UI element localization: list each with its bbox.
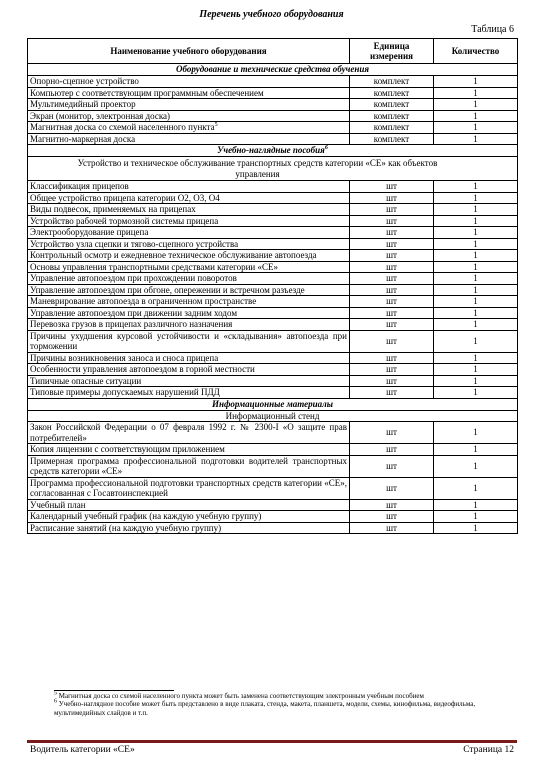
item-name — [28, 307, 350, 319]
item-name — [28, 204, 350, 216]
table-row — [28, 215, 518, 227]
item-name — [28, 76, 350, 88]
subsection-row — [28, 157, 518, 181]
item-unit: шт — [350, 307, 434, 319]
section-title — [28, 145, 518, 157]
item-qty: 1 — [434, 422, 518, 444]
item-qty: 1 — [434, 387, 518, 399]
footnote-separator — [54, 690, 174, 691]
item-name-text: Магнитно-маркерная доска — [30, 133, 136, 144]
item-name — [28, 284, 350, 296]
item-unit: комплект — [350, 87, 434, 99]
item-qty: 1 — [434, 375, 518, 387]
item-qty: 1 — [434, 110, 518, 122]
section-equipment — [28, 64, 518, 76]
section-info — [28, 398, 518, 410]
footnote-mark: 5 — [54, 690, 57, 697]
item-unit: шт — [350, 261, 434, 273]
item-qty: 1 — [434, 455, 518, 477]
item-name — [28, 87, 350, 99]
item-name-text: Программа профессиональной подготовки транспортных средств категории «СЕ», согласованная с Госавтоинспекцией — [30, 477, 347, 498]
table-row — [28, 511, 518, 523]
item-name — [28, 133, 350, 145]
subsection-title: Информационный стенд — [28, 410, 518, 422]
table-row — [28, 273, 518, 285]
table-row — [28, 387, 518, 399]
item-name-text: Учебный план — [30, 499, 86, 510]
item-name-text: Типовые примеры допускаемых нарушений ПДД — [30, 387, 220, 397]
item-name-text: Мультимедийный проектор — [30, 99, 136, 109]
item-unit: шт — [350, 215, 434, 227]
table-row — [28, 444, 518, 456]
item-unit: шт — [350, 319, 434, 331]
item-unit: шт — [350, 522, 434, 534]
item-qty: 1 — [434, 204, 518, 216]
item-name-text: Устройство рабочей тормозной системы прицепа — [30, 215, 219, 226]
item-unit: шт — [350, 238, 434, 250]
item-unit: шт — [350, 296, 434, 308]
item-name-text: Опорно-сцепное устройство — [30, 76, 139, 86]
table-row — [28, 499, 518, 511]
item-name — [28, 261, 350, 273]
subsection-title: Устройство и техническое обслуживание транспортных средств категории «СЕ» как объектов управления — [28, 157, 518, 181]
item-qty: 1 — [434, 522, 518, 534]
item-unit: шт — [350, 511, 434, 523]
table-row — [28, 181, 518, 193]
page-title: Перечень учебного оборудования — [199, 9, 344, 20]
table-row — [28, 375, 518, 387]
item-name — [28, 319, 350, 331]
item-name-text: Особенности управления автопоездом в горной местности — [30, 364, 255, 374]
header-name: Наименование учебного оборудования — [28, 39, 350, 64]
section-title: Оборудование и технические средства обучения — [28, 64, 518, 76]
table-body — [28, 64, 518, 534]
item-name — [28, 238, 350, 250]
item-name-text: Причины ухудшения курсовой устойчивости и «складывания» автопоезда при торможении — [30, 330, 347, 351]
table-row — [28, 261, 518, 273]
item-name-text: Управление автопоездом при движении задним ходом — [30, 307, 238, 318]
header-unit: Единица измерения — [350, 39, 434, 64]
item-name — [28, 352, 350, 364]
item-name — [28, 250, 350, 262]
item-name — [28, 455, 350, 477]
item-qty: 1 — [434, 192, 518, 204]
item-qty: 1 — [434, 307, 518, 319]
table-row — [28, 422, 518, 444]
table-row — [28, 192, 518, 204]
table-row — [28, 87, 518, 99]
item-name — [28, 110, 350, 122]
item-qty: 1 — [434, 477, 518, 499]
item-qty: 1 — [434, 273, 518, 285]
section-title-text: Учебно-наглядные пособия — [217, 145, 325, 156]
table-row — [28, 227, 518, 239]
item-name-text: Электрооборудование прицепа — [30, 227, 149, 237]
item-name-text: Календарный учебный график (на каждую учебную группу) — [30, 511, 262, 521]
subsection-row — [28, 410, 518, 422]
item-unit: комплект — [350, 110, 434, 122]
footnote-mark: 6 — [54, 699, 57, 706]
footnotes — [54, 692, 514, 717]
item-name — [28, 444, 350, 456]
item-qty: 1 — [434, 87, 518, 99]
item-name — [28, 499, 350, 511]
item-unit: шт — [350, 422, 434, 444]
item-unit: шт — [350, 444, 434, 456]
item-unit: комплект — [350, 122, 434, 134]
table-number: Таблица 6 — [471, 24, 514, 35]
item-name — [28, 192, 350, 204]
header-qty: Количество — [434, 39, 518, 64]
item-qty: 1 — [434, 499, 518, 511]
table-header-row — [28, 39, 518, 64]
table-row — [28, 455, 518, 477]
item-name-text: Типичные опасные ситуации — [30, 375, 142, 386]
item-name-text: Компьютер с соответствующим программным обеспечением — [30, 87, 264, 98]
table-row — [28, 204, 518, 216]
item-name-text: Закон Российской Федерации о 07 февраля 1992 г. № 2300-I «О защите прав потребителей» — [30, 422, 347, 443]
item-name-text: Контрольный осмотр и ежедневное техническое обслуживание автопоезда — [30, 250, 317, 260]
table-row — [28, 330, 518, 352]
item-name-text: Маневрирование автопоезда в ограниченном пространстве — [30, 296, 257, 306]
equipment-table — [27, 38, 518, 534]
item-name-text: Классификация прицепов — [30, 181, 129, 191]
item-qty: 1 — [434, 296, 518, 308]
item-name — [28, 227, 350, 239]
table-row — [28, 352, 518, 364]
item-qty: 1 — [434, 122, 518, 134]
item-name-text: Перевозка грузов в прицепах различного назначения — [30, 319, 233, 329]
section-visual-aids — [28, 145, 518, 157]
item-qty: 1 — [434, 76, 518, 88]
item-qty: 1 — [434, 215, 518, 227]
table-row — [28, 76, 518, 88]
item-name — [28, 122, 350, 134]
item-unit: шт — [350, 364, 434, 376]
item-unit: шт — [350, 181, 434, 193]
item-qty: 1 — [434, 364, 518, 376]
item-qty: 1 — [434, 238, 518, 250]
footnote — [54, 700, 514, 717]
item-name — [28, 522, 350, 534]
footnote-mark: 6 — [324, 145, 328, 152]
item-name — [28, 375, 350, 387]
item-name — [28, 364, 350, 376]
item-unit: шт — [350, 273, 434, 285]
table-row — [28, 296, 518, 308]
item-unit: шт — [350, 499, 434, 511]
item-name — [28, 477, 350, 499]
footnote-text: Магнитная доска со схемой населенного пункта может быть заменена соответствующим электронным учебным пособием — [58, 692, 424, 700]
item-name — [28, 273, 350, 285]
item-qty: 1 — [434, 511, 518, 523]
item-qty: 1 — [434, 352, 518, 364]
table-row — [28, 99, 518, 111]
item-qty: 1 — [434, 227, 518, 239]
table-row — [28, 133, 518, 145]
item-unit: шт — [350, 477, 434, 499]
item-unit: шт — [350, 250, 434, 262]
footer-title: Водитель категории «СЕ» — [30, 745, 135, 755]
item-name — [28, 511, 350, 523]
item-unit: шт — [350, 352, 434, 364]
item-name — [28, 387, 350, 399]
item-name-text: Магнитная доска со схемой населенного пункта — [30, 122, 215, 132]
footer-rule — [27, 740, 517, 743]
item-unit: шт — [350, 192, 434, 204]
table-row — [28, 522, 518, 534]
item-qty: 1 — [434, 261, 518, 273]
item-name — [28, 422, 350, 444]
footnote-text: Учебно-наглядное пособие может быть представлено в виде плаката, стенда, макета, планшета, модели, схемы, кинофильма, видеофильма, мультимедийных слайдов и т.п. — [54, 700, 476, 717]
item-name-text: Управление автопоездом при обгоне, опережении и встречном разъезде — [30, 284, 305, 295]
item-qty: 1 — [434, 133, 518, 145]
item-name-text: Примерная программа профессиональной подготовки водителей транспортных средств категории «СЕ» — [30, 455, 347, 476]
item-name-text: Копия лицензии с соответствующим приложением — [30, 444, 225, 454]
item-name — [28, 215, 350, 227]
section-title: Информационные материалы — [28, 398, 518, 410]
item-unit: комплект — [350, 99, 434, 111]
item-unit: шт — [350, 375, 434, 387]
item-unit: шт — [350, 330, 434, 352]
item-name-text: Основы управления транспортными средствами категории «СЕ» — [30, 261, 278, 272]
item-qty: 1 — [434, 99, 518, 111]
item-name-text: Экран (монитор, электронная доска) — [30, 110, 171, 121]
table-row — [28, 364, 518, 376]
item-name — [28, 99, 350, 111]
item-unit: шт — [350, 387, 434, 399]
item-qty: 1 — [434, 181, 518, 193]
table-row — [28, 477, 518, 499]
item-unit: комплект — [350, 133, 434, 145]
item-qty: 1 — [434, 284, 518, 296]
item-unit: шт — [350, 227, 434, 239]
item-name-text: Устройство узла сцепки и тягово-сцепного устройства — [30, 238, 239, 249]
item-name — [28, 330, 350, 352]
item-qty: 1 — [434, 444, 518, 456]
item-unit: шт — [350, 204, 434, 216]
item-name-text: Расписание занятий (на каждую учебную группу) — [30, 522, 222, 533]
table-row — [28, 250, 518, 262]
table-row — [28, 122, 518, 134]
table-row — [28, 319, 518, 331]
item-name-text: Виды подвесок, применяемых на прицепах — [30, 204, 196, 214]
item-name-text: Управление автопоездом при прохождении поворотов — [30, 273, 237, 283]
item-qty: 1 — [434, 250, 518, 262]
item-unit: комплект — [350, 76, 434, 88]
table-row — [28, 307, 518, 319]
item-name — [28, 181, 350, 193]
table-row — [28, 238, 518, 250]
item-name-text: Общее устройство прицепа категории О2, О3, О4 — [30, 192, 220, 203]
item-unit: шт — [350, 455, 434, 477]
item-name-text: Причины возникновения заноса и сноса прицепа — [30, 352, 219, 363]
item-qty: 1 — [434, 330, 518, 352]
footnote-mark: 5 — [214, 122, 218, 128]
item-unit: шт — [350, 284, 434, 296]
item-qty: 1 — [434, 319, 518, 331]
table-row — [28, 110, 518, 122]
page-number: Страница 12 — [463, 745, 514, 755]
item-name — [28, 296, 350, 308]
table-row — [28, 284, 518, 296]
